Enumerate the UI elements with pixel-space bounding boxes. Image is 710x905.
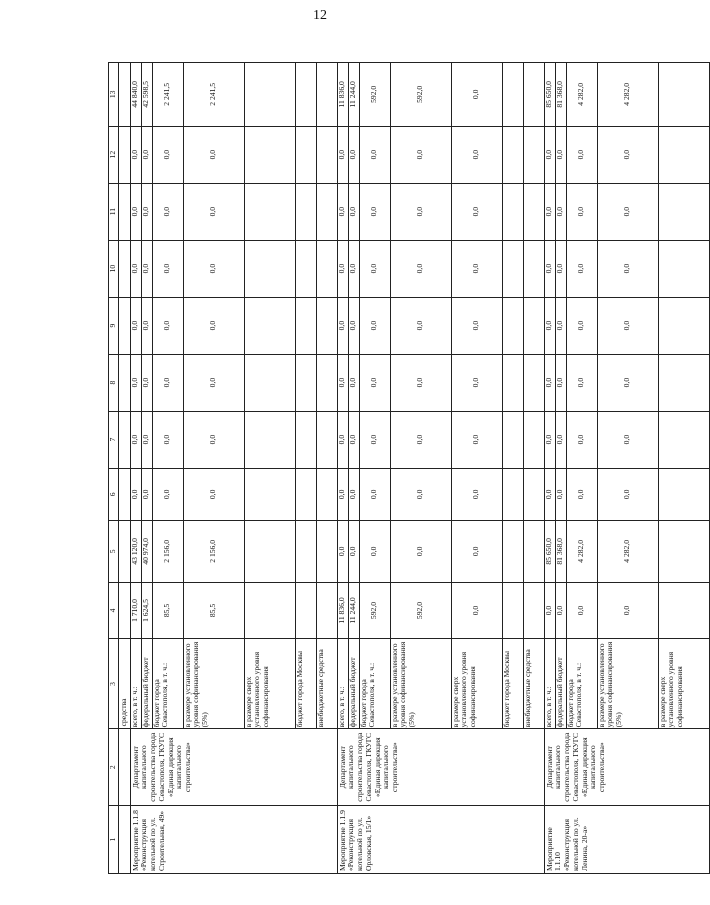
value-moscow xyxy=(502,184,523,240)
value-cofin: 0,0 xyxy=(183,241,244,297)
value-total: 85 650,0 xyxy=(544,81,554,108)
value-cofin: 0,0 xyxy=(597,241,658,297)
value-city: 2 241,5 xyxy=(152,63,183,126)
executor-name: Департамент капитального строительства города Севастополя, ГКУГС «Единая дирекция капитального строительства» xyxy=(337,729,544,806)
executor-name: Департамент капитального строительства города Севастополя, ГКУГС «Единая дирекция капитального строительства» xyxy=(130,729,337,806)
value-cofin: 592,0 xyxy=(390,63,451,126)
value-total: 0,0 xyxy=(130,320,140,331)
value-total: 0,0 xyxy=(337,320,347,331)
value-moscow xyxy=(502,63,523,126)
value-cofin: 2 156,0 xyxy=(183,521,244,581)
value-federal: 0,0 xyxy=(348,241,359,297)
value-above: 0,0 xyxy=(451,583,502,639)
source-total: всего, в т. ч.: xyxy=(129,686,139,728)
value-cofin: 0,0 xyxy=(183,469,244,521)
value-extra xyxy=(523,127,544,183)
value-total: 0,0 xyxy=(337,434,347,445)
source-federal: федеральный бюджет xyxy=(555,640,566,729)
value-federal: 0,0 xyxy=(348,412,359,468)
value-cofin: 0,0 xyxy=(390,355,451,411)
value-extra xyxy=(523,355,544,411)
value-city: 0,0 xyxy=(359,127,390,183)
value-cofin: 0,0 xyxy=(597,184,658,240)
value-extra xyxy=(316,63,337,126)
value-col-12 xyxy=(130,126,337,183)
value-col-5 xyxy=(130,521,337,582)
value-total: 0,0 xyxy=(337,263,347,274)
value-above: 0,0 xyxy=(451,127,502,183)
value-federal: 0,0 xyxy=(348,298,359,354)
column-number-4: 4 xyxy=(109,582,119,639)
page-number: 12 xyxy=(313,8,327,23)
value-above xyxy=(658,241,709,297)
value-col-4 xyxy=(544,582,709,639)
value-above xyxy=(244,521,295,581)
value-extra xyxy=(523,241,544,297)
table-row xyxy=(130,63,337,874)
source-extra: внебюджетные средства xyxy=(316,640,337,729)
column-number-12: 12 xyxy=(109,126,119,183)
value-moscow xyxy=(295,355,316,411)
value-extra xyxy=(316,127,337,183)
value-total: 0,0 xyxy=(130,206,140,217)
value-federal: 81 368,0 xyxy=(555,521,566,581)
value-city: 85,5 xyxy=(152,583,183,639)
value-moscow xyxy=(502,355,523,411)
value-total: 0,0 xyxy=(544,434,554,445)
source-cofin: в размере установленного уровня софинансирования (5%) xyxy=(183,640,244,729)
value-above xyxy=(244,469,295,521)
value-cofin: 0,0 xyxy=(597,355,658,411)
value-above: 0,0 xyxy=(451,63,502,126)
value-col-6 xyxy=(130,468,337,521)
value-cofin: 0,0 xyxy=(597,469,658,521)
source-city: бюджет города Севастополя, в т. ч.: xyxy=(359,640,390,729)
value-federal: 0,0 xyxy=(141,469,152,521)
column-number-5: 5 xyxy=(109,521,119,582)
value-col-5 xyxy=(337,521,544,582)
value-extra xyxy=(316,521,337,581)
value-moscow xyxy=(502,127,523,183)
value-moscow xyxy=(502,241,523,297)
column-number-1: 1 xyxy=(109,806,119,874)
source-federal: федеральный бюджет xyxy=(348,640,359,729)
value-moscow xyxy=(502,412,523,468)
value-col-11 xyxy=(130,183,337,240)
value-extra xyxy=(523,521,544,581)
value-col-6 xyxy=(337,468,544,521)
value-above: 0,0 xyxy=(451,184,502,240)
value-cofin: 0,0 xyxy=(597,412,658,468)
value-total: 11 836,0 xyxy=(337,81,347,108)
value-moscow xyxy=(295,63,316,126)
value-federal: 0,0 xyxy=(141,355,152,411)
value-federal: 0,0 xyxy=(141,127,152,183)
value-federal: 0,0 xyxy=(348,521,359,581)
value-total: 0,0 xyxy=(544,605,554,616)
source-extra: внебюджетные средства xyxy=(523,640,544,729)
funding-sources xyxy=(337,639,544,729)
value-cofin: 0,0 xyxy=(183,127,244,183)
source-moscow: бюджет города Москвы xyxy=(295,640,316,729)
carry-source: средства xyxy=(119,639,131,729)
value-city: 0,0 xyxy=(566,127,597,183)
value-moscow xyxy=(295,241,316,297)
value-moscow xyxy=(295,184,316,240)
value-above xyxy=(244,127,295,183)
value-col-10 xyxy=(337,240,544,297)
value-cofin: 2 241,5 xyxy=(183,63,244,126)
value-federal: 0,0 xyxy=(348,127,359,183)
value-city: 4 282,0 xyxy=(566,63,597,126)
value-col-12 xyxy=(544,126,709,183)
value-col-10 xyxy=(544,240,709,297)
value-federal: 0,0 xyxy=(555,298,566,354)
executor-name: Департамент капитального строительства города Севастополя, ГКУГС «Единая дирекция капитального строительства» xyxy=(544,729,709,806)
column-number-7: 7 xyxy=(109,411,119,468)
value-federal: 0,0 xyxy=(141,184,152,240)
value-col-10 xyxy=(130,240,337,297)
value-federal: 0,0 xyxy=(555,241,566,297)
source-above: в размере сверх установленного уровня софинансирования xyxy=(244,640,295,729)
value-above xyxy=(244,63,295,126)
value-cofin: 0,0 xyxy=(390,521,451,581)
value-cofin: 0,0 xyxy=(390,298,451,354)
value-city: 0,0 xyxy=(359,469,390,521)
value-cofin: 0,0 xyxy=(390,469,451,521)
source-cofin: в размере установленного уровня софинансирования (5%) xyxy=(390,640,451,729)
table-row xyxy=(544,63,709,874)
measure-name: Мероприятие 1.1.9 «Реконструкция котельной по ул. Орловская, 15/1» xyxy=(337,806,544,874)
value-cofin: 85,5 xyxy=(183,583,244,639)
value-federal: 0,0 xyxy=(348,469,359,521)
value-moscow xyxy=(295,521,316,581)
value-extra xyxy=(523,298,544,354)
value-total: 0,0 xyxy=(544,149,554,160)
value-above: 0,0 xyxy=(451,241,502,297)
value-col-8 xyxy=(337,354,544,411)
value-federal: 0,0 xyxy=(555,184,566,240)
source-above: в размере сверх установленного уровня софинансирования xyxy=(658,640,709,729)
source-total: всего, в т. ч.: xyxy=(336,686,346,728)
value-cofin: 0,0 xyxy=(390,184,451,240)
value-total: 11 836,0 xyxy=(337,597,347,624)
source-city: бюджет города Севастополя, в т. ч.: xyxy=(566,640,597,729)
value-above xyxy=(658,521,709,581)
value-city: 0,0 xyxy=(566,184,597,240)
value-above xyxy=(244,583,295,639)
value-above xyxy=(244,298,295,354)
value-cofin: 4 282,0 xyxy=(597,521,658,581)
measure-name: Мероприятие 1.1.8 «Реконструкция котельной по ул. Строительная, 49» xyxy=(130,806,337,874)
value-city: 4 282,0 xyxy=(566,521,597,581)
value-city: 0,0 xyxy=(359,184,390,240)
value-total: 0,0 xyxy=(130,149,140,160)
value-above: 0,0 xyxy=(451,298,502,354)
value-city: 0,0 xyxy=(566,583,597,639)
value-extra xyxy=(523,63,544,126)
value-federal: 0,0 xyxy=(348,355,359,411)
value-col-7 xyxy=(544,411,709,468)
budget-table xyxy=(108,62,710,874)
value-federal: 0,0 xyxy=(141,298,152,354)
value-city: 0,0 xyxy=(566,355,597,411)
value-total: 43 120,0 xyxy=(130,538,140,565)
value-cofin: 0,0 xyxy=(390,412,451,468)
value-city: 0,0 xyxy=(359,521,390,581)
value-total: 0,0 xyxy=(544,320,554,331)
value-col-12 xyxy=(337,126,544,183)
value-cofin: 0,0 xyxy=(183,184,244,240)
value-above: 0,0 xyxy=(451,355,502,411)
value-col-7 xyxy=(130,411,337,468)
value-city: 0,0 xyxy=(566,298,597,354)
value-col-9 xyxy=(337,297,544,354)
value-above xyxy=(658,63,709,126)
value-total: 0,0 xyxy=(130,377,140,388)
value-city: 592,0 xyxy=(359,63,390,126)
value-total: 0,0 xyxy=(544,263,554,274)
column-number-2: 2 xyxy=(109,729,119,806)
value-above xyxy=(244,241,295,297)
value-city: 0,0 xyxy=(359,241,390,297)
value-city: 0,0 xyxy=(359,412,390,468)
value-total: 0,0 xyxy=(544,206,554,217)
column-number-3: 3 xyxy=(109,639,119,729)
value-col-8 xyxy=(130,354,337,411)
value-extra xyxy=(316,583,337,639)
table-row xyxy=(337,63,544,874)
value-total: 0,0 xyxy=(337,489,347,500)
column-number-11: 11 xyxy=(109,183,119,240)
value-moscow xyxy=(502,583,523,639)
value-moscow xyxy=(295,298,316,354)
value-federal: 0,0 xyxy=(555,127,566,183)
value-cofin: 0,0 xyxy=(390,127,451,183)
value-cofin: 592,0 xyxy=(390,583,451,639)
value-cofin: 0,0 xyxy=(390,241,451,297)
value-above xyxy=(658,412,709,468)
value-total: 0,0 xyxy=(337,206,347,217)
value-above: 0,0 xyxy=(451,521,502,581)
value-col-4 xyxy=(130,582,337,639)
value-moscow xyxy=(295,412,316,468)
value-federal: 40 974,0 xyxy=(141,521,152,581)
measure-name: Мероприятие 1.1.10 «Реконструкция котельной по ул. Ленина, 20-а» xyxy=(544,806,709,874)
value-federal: 0,0 xyxy=(555,412,566,468)
value-cofin: 0,0 xyxy=(183,412,244,468)
value-total: 0,0 xyxy=(130,263,140,274)
value-cofin: 0,0 xyxy=(183,355,244,411)
column-number-13: 13 xyxy=(109,63,119,127)
value-extra xyxy=(523,469,544,521)
value-extra xyxy=(316,241,337,297)
value-total: 0,0 xyxy=(337,377,347,388)
value-above: 0,0 xyxy=(451,412,502,468)
value-city: 0,0 xyxy=(152,412,183,468)
source-city: бюджет города Севастополя, в т. ч.: xyxy=(152,640,183,729)
value-federal: 11 244,0 xyxy=(348,63,359,126)
value-total: 1 710,0 xyxy=(130,599,140,622)
value-federal: 0,0 xyxy=(141,241,152,297)
value-col-6 xyxy=(544,468,709,521)
value-city: 0,0 xyxy=(359,355,390,411)
value-above xyxy=(658,298,709,354)
value-city: 0,0 xyxy=(566,241,597,297)
value-extra xyxy=(523,184,544,240)
value-federal: 42 598,5 xyxy=(141,63,152,126)
value-moscow xyxy=(295,127,316,183)
value-above: 0,0 xyxy=(451,469,502,521)
value-col-5 xyxy=(544,521,709,582)
value-total: 0,0 xyxy=(337,149,347,160)
value-extra xyxy=(523,412,544,468)
value-total: 0,0 xyxy=(544,377,554,388)
value-federal: 0,0 xyxy=(555,469,566,521)
value-moscow xyxy=(502,298,523,354)
value-federal: 81 368,0 xyxy=(555,63,566,126)
value-federal: 11 244,0 xyxy=(348,583,359,639)
value-federal: 0,0 xyxy=(141,412,152,468)
value-city: 0,0 xyxy=(566,469,597,521)
value-above xyxy=(658,127,709,183)
column-number-10: 10 xyxy=(109,240,119,297)
column-number-8: 8 xyxy=(109,354,119,411)
value-moscow xyxy=(502,469,523,521)
value-cofin: 4 282,0 xyxy=(597,63,658,126)
value-above xyxy=(658,583,709,639)
value-extra xyxy=(316,412,337,468)
value-col-4 xyxy=(337,582,544,639)
value-city: 0,0 xyxy=(152,469,183,521)
value-federal: 1 624,5 xyxy=(141,583,152,639)
value-city: 0,0 xyxy=(359,298,390,354)
value-moscow xyxy=(295,469,316,521)
value-cofin: 0,0 xyxy=(183,298,244,354)
value-col-11 xyxy=(337,183,544,240)
value-extra xyxy=(316,469,337,521)
value-moscow xyxy=(502,521,523,581)
value-total: 0,0 xyxy=(130,434,140,445)
value-city: 2 156,0 xyxy=(152,521,183,581)
value-col-7 xyxy=(337,411,544,468)
value-above xyxy=(244,412,295,468)
value-extra xyxy=(316,355,337,411)
value-col-9 xyxy=(544,297,709,354)
source-moscow: бюджет города Москвы xyxy=(502,640,523,729)
value-city: 0,0 xyxy=(152,184,183,240)
value-city: 0,0 xyxy=(152,355,183,411)
column-number-9: 9 xyxy=(109,297,119,354)
column-number-6: 6 xyxy=(109,468,119,521)
budget-table-rotated xyxy=(108,62,685,874)
value-col-11 xyxy=(544,183,709,240)
value-above xyxy=(658,355,709,411)
carry-row xyxy=(119,63,131,874)
value-total: 85 650,0 xyxy=(544,538,554,565)
value-total: 44 840,0 xyxy=(130,81,140,108)
value-col-13 xyxy=(130,63,337,127)
value-total: 0,0 xyxy=(130,489,140,500)
value-total: 0,0 xyxy=(337,546,347,557)
value-cofin: 0,0 xyxy=(597,583,658,639)
value-col-13 xyxy=(544,63,709,127)
value-city: 0,0 xyxy=(152,241,183,297)
value-federal: 0,0 xyxy=(348,184,359,240)
value-above xyxy=(244,355,295,411)
value-col-9 xyxy=(130,297,337,354)
value-extra xyxy=(523,583,544,639)
value-above xyxy=(244,184,295,240)
value-above xyxy=(658,469,709,521)
value-federal: 0,0 xyxy=(555,583,566,639)
value-federal: 0,0 xyxy=(555,355,566,411)
value-extra xyxy=(316,298,337,354)
value-city: 592,0 xyxy=(359,583,390,639)
value-col-13 xyxy=(337,63,544,127)
value-cofin: 0,0 xyxy=(597,298,658,354)
funding-sources xyxy=(130,639,337,729)
value-moscow xyxy=(295,583,316,639)
value-extra xyxy=(316,184,337,240)
value-above xyxy=(658,184,709,240)
value-city: 0,0 xyxy=(152,127,183,183)
source-above: в размере сверх установленного уровня софинансирования xyxy=(451,640,502,729)
source-cofin: в размере установленного уровня софинансирования (5%) xyxy=(597,640,658,729)
source-federal: федеральный бюджет xyxy=(141,640,152,729)
value-city: 0,0 xyxy=(566,412,597,468)
source-total: всего, в т. ч.: xyxy=(543,686,553,728)
value-col-8 xyxy=(544,354,709,411)
value-cofin: 0,0 xyxy=(597,127,658,183)
column-number-row xyxy=(109,63,119,874)
value-city: 0,0 xyxy=(152,298,183,354)
funding-sources xyxy=(544,639,709,729)
value-total: 0,0 xyxy=(544,489,554,500)
